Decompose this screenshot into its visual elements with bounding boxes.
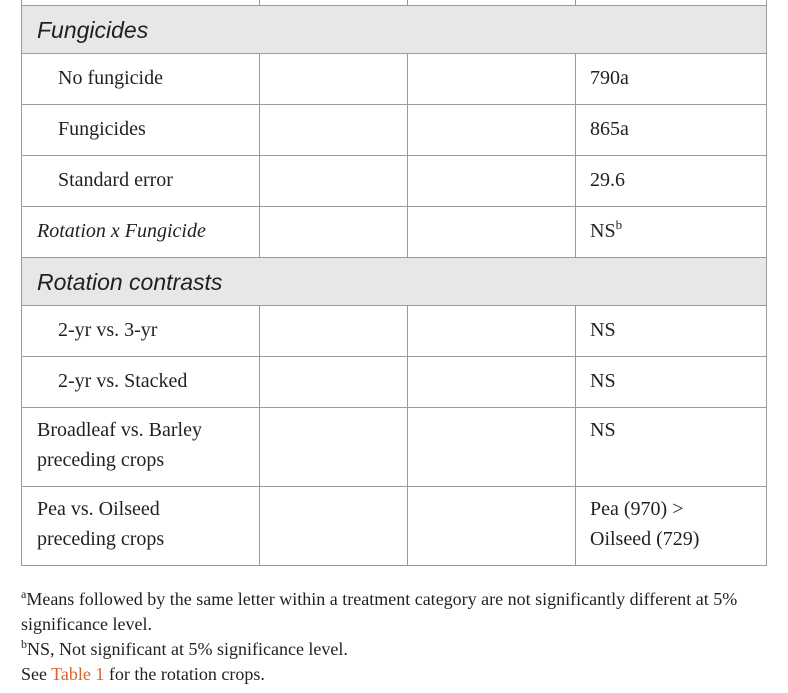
row-value: 29.6 bbox=[576, 156, 767, 207]
value-line: Oilseed (729) bbox=[590, 528, 700, 550]
results-table bbox=[21, 0, 767, 566]
table-cell bbox=[408, 306, 576, 357]
value-line: Pea (970) > bbox=[590, 498, 684, 520]
table-cell bbox=[260, 156, 408, 207]
table-cell bbox=[260, 105, 408, 156]
table-cell bbox=[408, 357, 576, 408]
table-row bbox=[22, 487, 767, 566]
table-row bbox=[22, 156, 767, 207]
row-label: Rotation x Fungicide bbox=[22, 207, 260, 258]
table-cell bbox=[260, 306, 408, 357]
footnote-marker: b bbox=[615, 217, 623, 232]
table-cell bbox=[260, 487, 408, 566]
table-row bbox=[22, 306, 767, 357]
row-label: No fungicide bbox=[22, 54, 260, 105]
table-cell bbox=[260, 408, 408, 487]
table-footnotes bbox=[21, 587, 771, 687]
table-row bbox=[22, 54, 767, 105]
row-value: NS bbox=[576, 306, 767, 357]
table-cell bbox=[408, 54, 576, 105]
table-cell bbox=[260, 54, 408, 105]
footnote-text: Means followed by the same letter within a treatment category are not significantly different at 5% significance level. bbox=[21, 589, 738, 634]
table-1-link[interactable]: Table 1 bbox=[51, 664, 105, 684]
footnote-b bbox=[21, 637, 771, 662]
row-value bbox=[576, 207, 767, 258]
table-row bbox=[22, 207, 767, 258]
row-value: 790a bbox=[576, 54, 767, 105]
footnote-marker: b bbox=[21, 637, 27, 651]
row-value: NS bbox=[576, 357, 767, 408]
footnote-a bbox=[21, 587, 771, 637]
table-cell bbox=[260, 207, 408, 258]
row-label bbox=[22, 408, 260, 487]
label-line: preceding crops bbox=[37, 449, 165, 471]
row-label: Standard error bbox=[22, 156, 260, 207]
label-line: preceding crops bbox=[37, 528, 165, 550]
section-title: Fungicides bbox=[22, 6, 767, 54]
table-row bbox=[22, 408, 767, 487]
row-label: Fungicides bbox=[22, 105, 260, 156]
label-line: Broadleaf vs. Barley bbox=[37, 419, 202, 441]
row-label: 2-yr vs. 3-yr bbox=[22, 306, 260, 357]
section-header-rotation-contrasts bbox=[22, 258, 767, 306]
table-cell bbox=[408, 156, 576, 207]
note-suffix: for the rotation crops. bbox=[104, 664, 265, 684]
footnote-marker: a bbox=[21, 587, 27, 601]
row-label: 2-yr vs. Stacked bbox=[22, 357, 260, 408]
table-row bbox=[22, 357, 767, 408]
table-cell bbox=[408, 408, 576, 487]
value-text: NS bbox=[590, 220, 616, 242]
label-line: Pea vs. Oilseed bbox=[37, 498, 160, 520]
section-title: Rotation contrasts bbox=[22, 258, 767, 306]
table-cell bbox=[408, 105, 576, 156]
row-value: 865a bbox=[576, 105, 767, 156]
row-value: NS bbox=[576, 408, 767, 487]
table-row bbox=[22, 105, 767, 156]
section-header-fungicides bbox=[22, 6, 767, 54]
note-prefix: See bbox=[21, 664, 52, 684]
see-table-note bbox=[21, 662, 771, 687]
table-cell bbox=[408, 207, 576, 258]
table-cell bbox=[408, 487, 576, 566]
footnote-text: NS, Not significant at 5% significance level. bbox=[27, 639, 348, 659]
table-cell bbox=[260, 357, 408, 408]
row-value bbox=[576, 487, 767, 566]
row-label bbox=[22, 487, 260, 566]
